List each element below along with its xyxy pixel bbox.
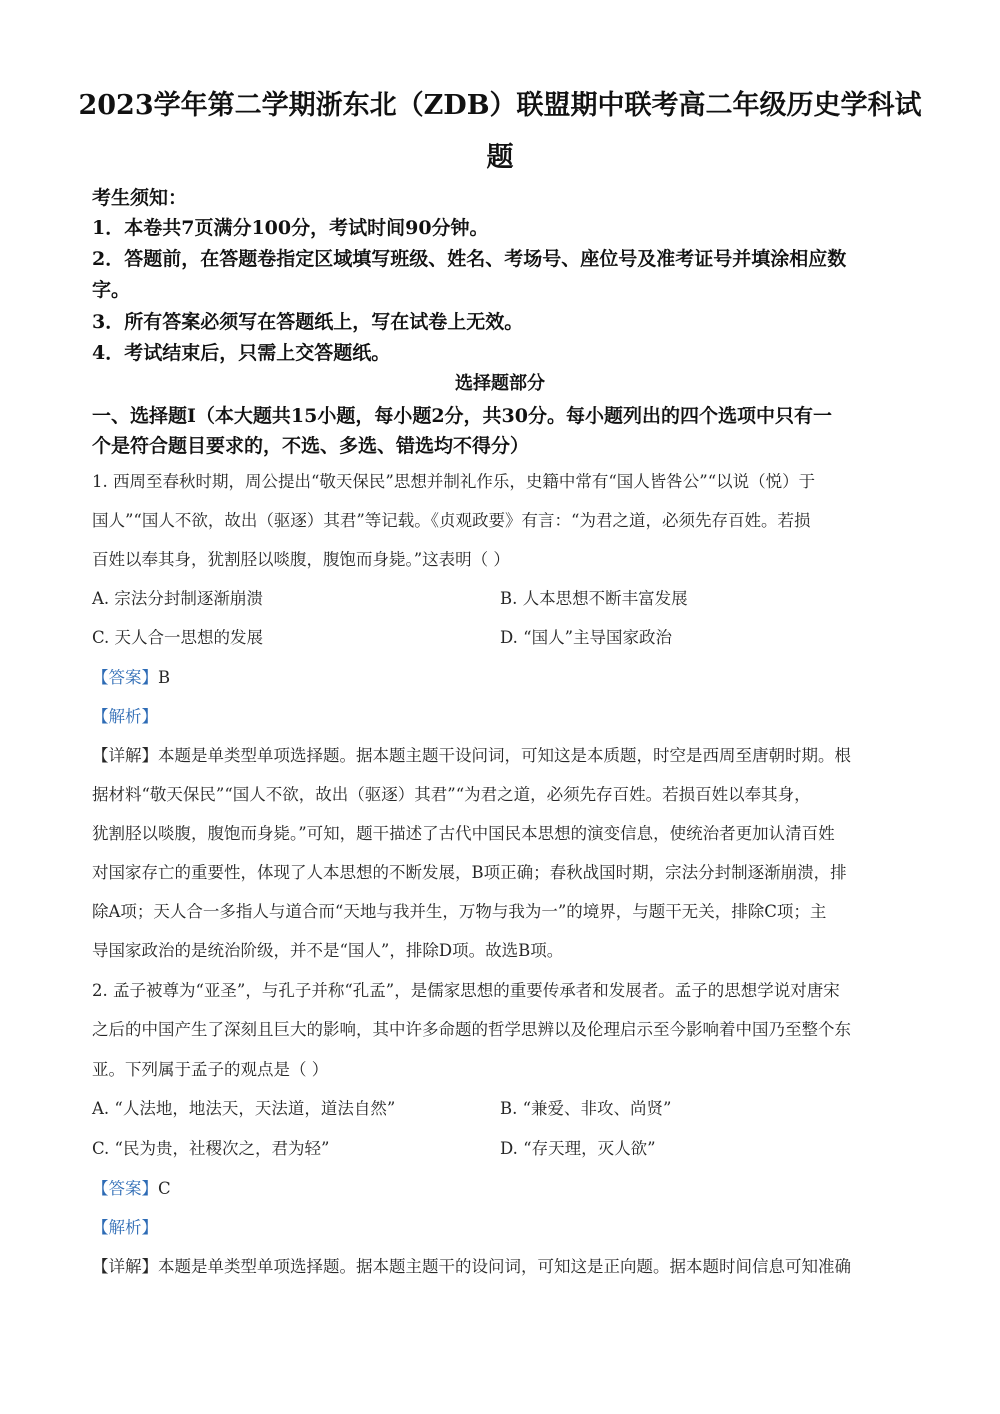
q2-detail-tag: 【详解】 — [92, 1257, 158, 1276]
q2-option-a: A. “人法地，地法天，天法道，道法自然” — [92, 1099, 396, 1118]
q2-stem-line1: 2. 孟子被尊为“亚圣”，与孔子并称“孔孟”，是儒家思想的重要传承者和发展者。孟子的思想学说对唐宋 — [92, 981, 840, 1000]
q2-option-b: B. “兼爱、非攻、尚贤” — [500, 1099, 672, 1118]
q1-detail-line6: 导国家政治的是统治阶级，并不是“国人”，排除D项。故选B项。 — [92, 941, 564, 960]
q2-answer — [92, 1176, 922, 1202]
q1-analysis-tag: 【解析】 — [92, 707, 158, 726]
q1-answer — [92, 665, 922, 691]
q1-detail-line4: 对国家存亡的重要性，体现了人本思想的不断发展，B项正确；春秋战国时期，宗法分封制逐渐崩溃，排 — [92, 863, 847, 882]
q1-analysis — [92, 704, 922, 730]
q2-answer-tag: 【答案】 — [92, 1179, 158, 1198]
notice-item-4: 4．考试结束后，只需上交答题纸。 — [92, 342, 391, 364]
q1-option-a: A. 宗法分封制逐渐崩溃 — [92, 589, 263, 608]
q2-detail-text1: 本题是单类型单项选择题。据本题主题干的设问词，可知这是正向题。据本题时间信息可知准确 — [158, 1257, 851, 1276]
exam-title-line2: 题 — [486, 142, 514, 173]
q2-answer-value: C — [158, 1179, 171, 1198]
q1-option-d: D. “国人”主导国家政治 — [500, 628, 673, 647]
q1-detail-line2: 据材料“敬天保民”“国人不欲，故出（驱逐）其君”“为君之道，必须先存百姓。若损百姓以奉其身， — [92, 785, 811, 804]
exam-title-line1: 2023学年第二学期浙东北（ZDB）联盟期中联考高二年级历史学科试 — [78, 90, 922, 121]
q1-option-c: C. 天人合一思想的发展 — [92, 628, 264, 647]
q2-analysis-tag: 【解析】 — [92, 1218, 158, 1237]
q1-stem-line3: 百姓以奉其身，犹割胫以啖腹，腹饱而身毙。”这表明（ ） — [92, 550, 510, 569]
notice-heading: 考生须知： — [92, 187, 188, 209]
q2-option-d: D. “存天理，灭人欲” — [500, 1139, 656, 1158]
q1-stem-line2: 国人”“国人不欲，故出（驱逐）其君”等记载。《贞观政要》有言：“为君之道，必须先存百姓。若损 — [92, 511, 811, 530]
q1-detail-line3: 犹割胫以啖腹，腹饱而身毙。”可知，题干描述了古代中国民本思想的演变信息，使统治者更加认清百姓 — [92, 824, 835, 843]
q2-analysis — [92, 1215, 922, 1241]
q2-detail-line1 — [92, 1254, 922, 1280]
q1-answer-tag: 【答案】 — [92, 668, 158, 687]
q1-detail-line5: 除A项；天人合一多指人与道合而“天地与我并生，万物与我为一”的境界，与题干无关，排除C项；主 — [92, 902, 827, 921]
q1-detail-text1: 本题是单类型单项选择题。据本题主题干设问词，可知这是本质题，时空是西周至唐朝时期。根 — [158, 746, 851, 765]
notice-item-2-cont: 字。 — [92, 279, 131, 301]
notice-item-1: 1．本卷共7页满分100分，考试时间90分钟。 — [92, 217, 489, 239]
q1-answer-value: B — [158, 668, 171, 687]
section-header-line1: 一、选择题Ⅰ（本大题共15小题，每小题2分，共30分。每小题列出的四个选项中只有一 — [92, 405, 832, 427]
q2-option-c: C. “民为贵，社稷次之，君为轻” — [92, 1139, 330, 1158]
notice-item-2: 2．答题前，在答题卷指定区域填写班级、姓名、考场号、座位号及准考证号并填涂相应数 — [92, 248, 847, 270]
q1-detail-line1 — [92, 743, 922, 769]
part-title: 选择题部分 — [455, 373, 545, 394]
q1-stem-line1: 1. 西周至春秋时期，周公提出“敬天保民”思想并制礼作乐，史籍中常有“国人皆咎公”“以说（悦）于 — [92, 472, 816, 491]
section-header-line2: 个是符合题目要求的，不选、多选、错选均不得分） — [92, 435, 530, 457]
q1-detail-tag: 【详解】 — [92, 746, 158, 765]
q1-option-b: B. 人本思想不断丰富发展 — [500, 589, 688, 608]
notice-item-3: 3．所有答案必须写在答题纸上，写在试卷上无效。 — [92, 311, 524, 333]
q2-stem-line3: 亚。下列属于孟子的观点是（ ） — [92, 1060, 329, 1079]
q2-stem-line2: 之后的中国产生了深刻且巨大的影响，其中许多命题的哲学思辨以及伦理启示至今影响着中国乃至整个东 — [92, 1020, 851, 1039]
